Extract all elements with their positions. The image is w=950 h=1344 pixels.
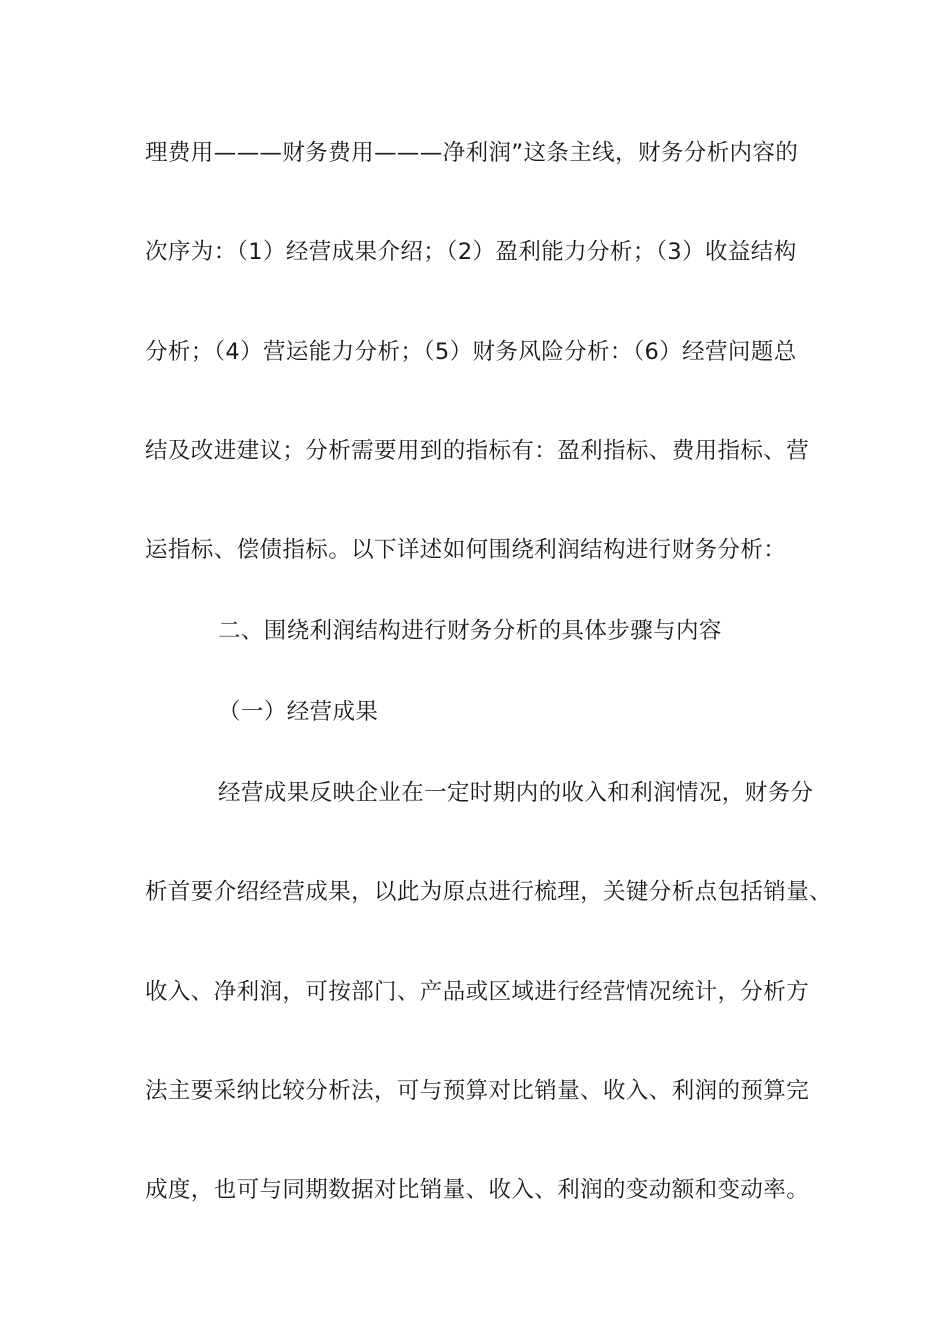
body-text-line: 理费用———财务费用———净利润”这条主线，财务分析内容的 (145, 140, 799, 166)
subsection-heading: （一）经营成果 (218, 699, 379, 725)
body-text-line: 运指标、偿债指标。以下详述如何围绕利润结构进行财务分析： (145, 537, 787, 563)
paragraph-line: 法主要采纳比较分析法，可与预算对比销量、收入、利润的预算完 (145, 1078, 810, 1104)
section-heading: 二、围绕利润结构进行财务分析的具体步骤与内容 (218, 618, 722, 644)
body-text-line: 分析；（4）营运能力分析；（5）财务风险分析：（6）经营问题总 (145, 339, 797, 365)
body-text-line: 次序为：（1）经营成果介绍；（2）盈利能力分析；（3）收益结构 (145, 239, 797, 265)
paragraph-line: 收入、净利润，可按部门、产品或区域进行经营情况统计，分析方 (145, 979, 810, 1005)
body-text-line: 结及改进建议；分析需要用到的指标有：盈利指标、费用指标、营 (145, 438, 810, 464)
paragraph-first-line: 经营成果反映企业在一定时期内的收入和利润情况，财务分 (218, 780, 814, 806)
paragraph-line: 析首要介绍经营成果，以此为原点进行梳理，关键分析点包括销量、 (145, 879, 833, 905)
paragraph-line: 成度，也可与同期数据对比销量、收入、利润的变动额和变动率。 (145, 1177, 810, 1203)
